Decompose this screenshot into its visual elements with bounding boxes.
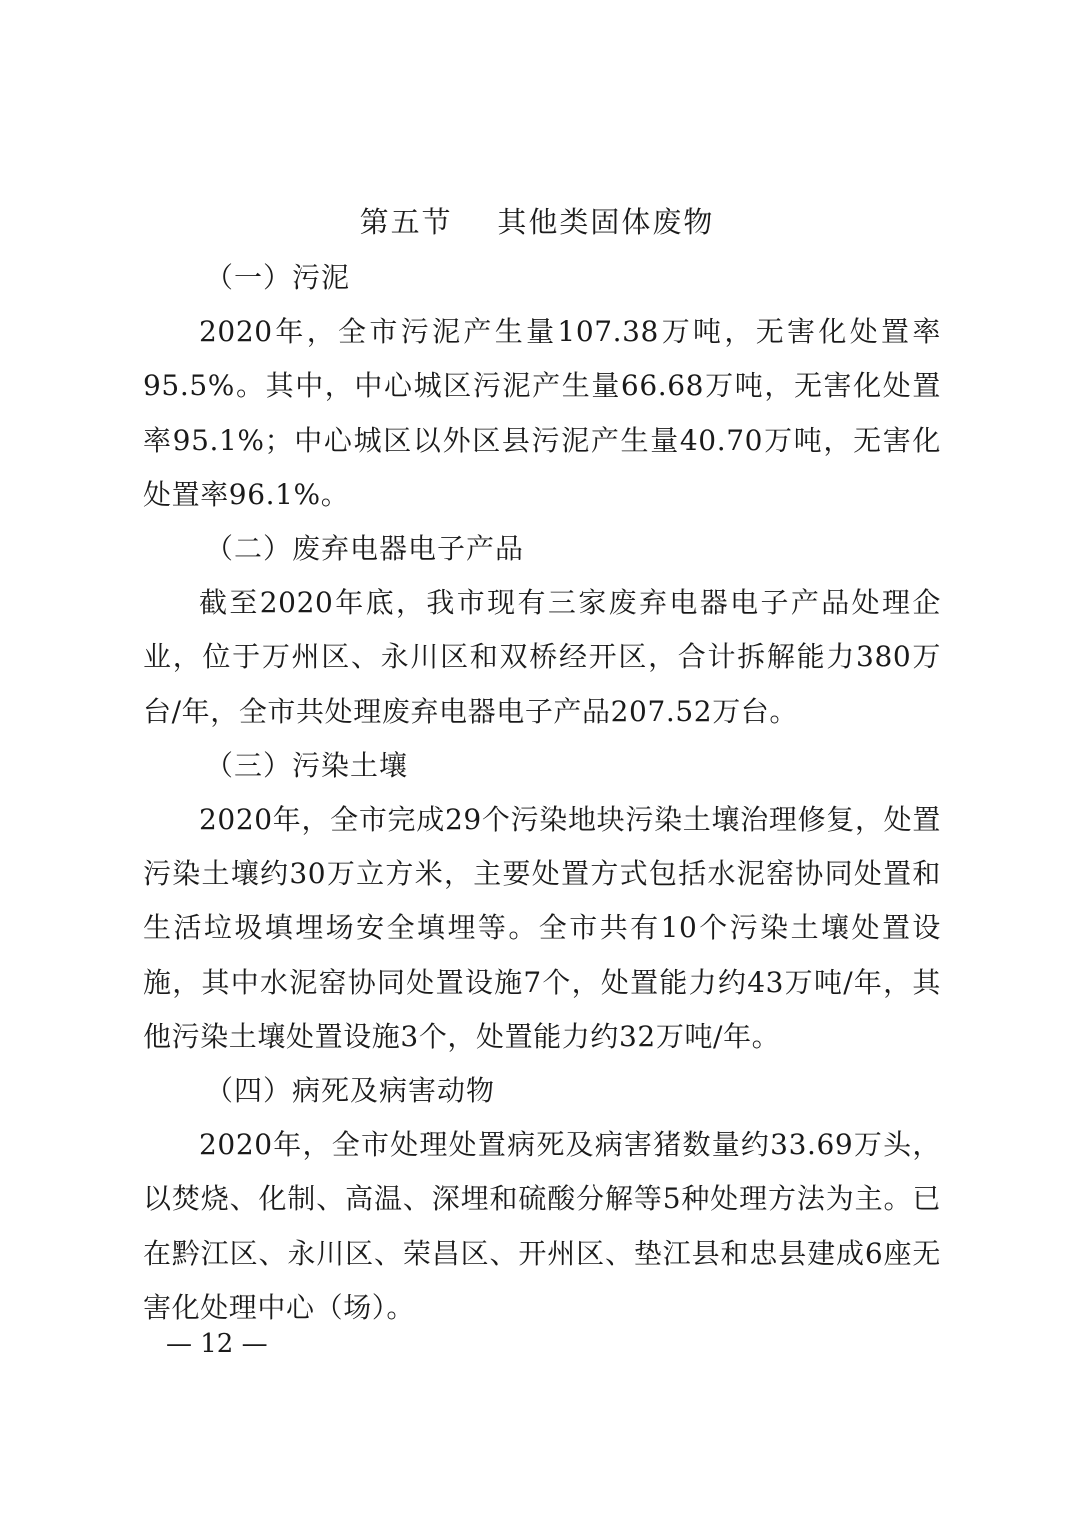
section-dead-animals [143, 1064, 941, 1335]
page-number: — 12 — [166, 1329, 268, 1359]
section-paragraph: 2020年，全市污泥产生量107.38万吨，无害化处置率95.5%。其中，中心城区污泥产生量66.68万吨，无害化处置率95.1%；中心城区以外区县污泥产生量40.70万吨，无害化处置率96.1%。 [143, 315, 941, 511]
section-sludge [143, 251, 941, 522]
section-heading: （三）污染土壤 [205, 748, 409, 782]
section-title: 第五节 其他类固体废物 [359, 205, 715, 239]
section-waste-electronics [143, 522, 941, 739]
section-paragraph: 2020年，全市完成29个污染地块污染土壤治理修复，处置污染土壤约30万立方米，主要处置方式包括水泥窑协同处置和生活垃圾填埋场安全填埋等。全市共有10个污染土壤处置设施，其中水泥窑协同处置设施7个，处置能力约43万吨/年，其他污染土壤处置设施3个，处置能力约32万吨/年。 [143, 803, 941, 1053]
section-heading: （四）病死及病害动物 [205, 1074, 496, 1108]
document-body [143, 251, 941, 1335]
section-heading: （一）污泥 [205, 261, 351, 294]
section-paragraph: 2020年，全市处理处置病死及病害猪数量约33.69万头，以焚烧、化制、高温、深埋和硫酸分解等5种处理方法为主。已在黔江区、永川区、荣昌区、开州区、垫江县和忠县建成6座无害化处理中心（场）。 [143, 1128, 941, 1324]
section-paragraph: 截至2020年底，我市现有三家废弃电器电子产品处理企业，位于万州区、永川区和双桥经开区，合计拆解能力380万台/年，全市共处理废弃电器电子产品207.52万台。 [143, 586, 941, 728]
section-heading: （二）废弃电器电子产品 [205, 532, 525, 566]
section-contaminated-soil [143, 739, 941, 1064]
